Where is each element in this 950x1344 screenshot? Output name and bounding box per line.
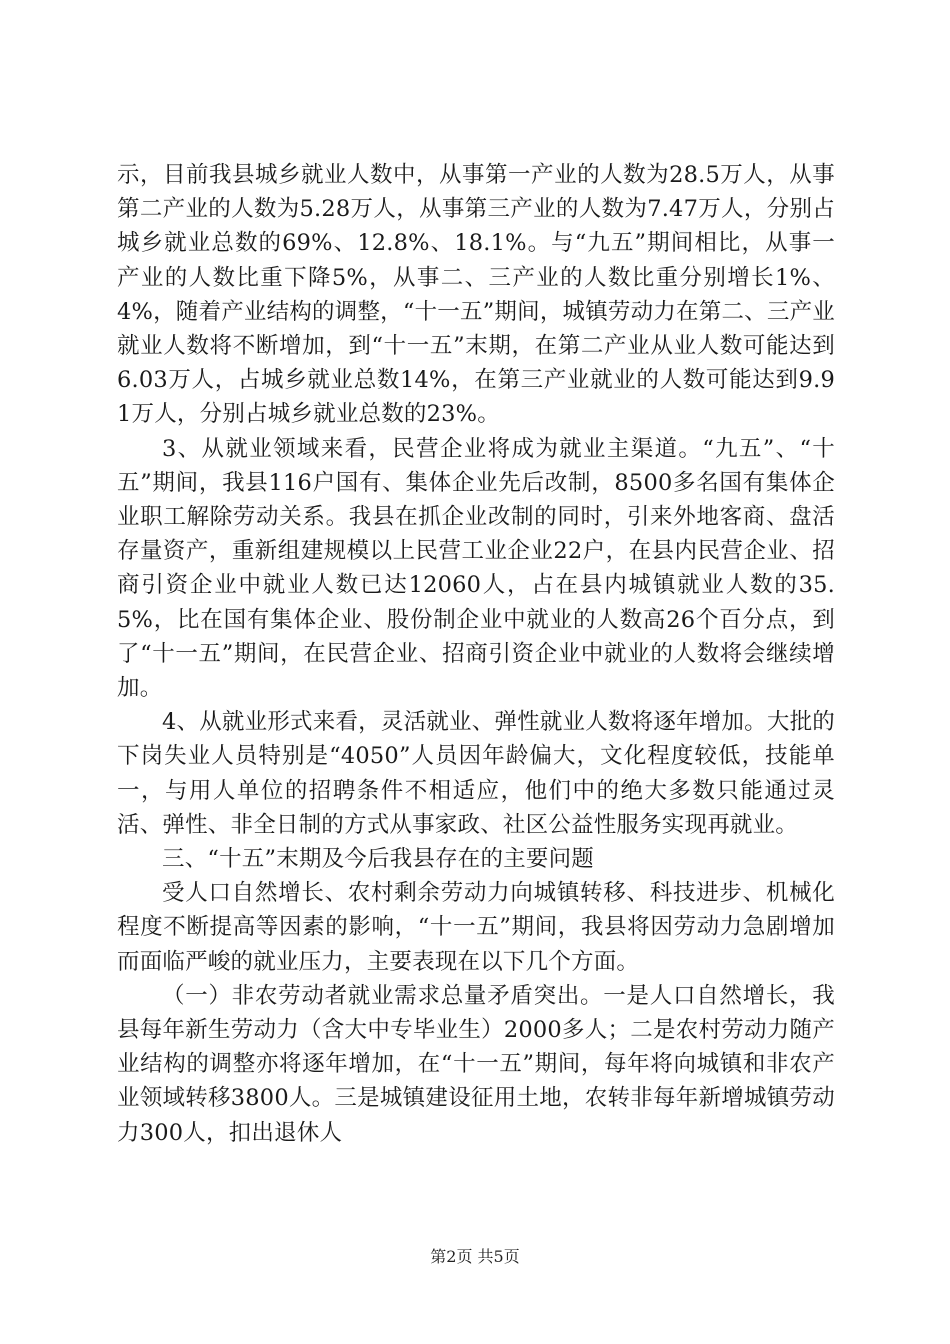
paragraph-private-enterprise: 3、从就业领域来看，民营企业将成为就业主渠道。“九五”、“十五”期间，我县116户国有、集体企业先后改制，8500多名国有集体企业职工解除劳动关系。我县在抓企业改制的同时，引来外地客商、盘活存量资产，重新组建规模以上民营工业企业22户，在县内民营企业、招商引资企业中就业人数已达12060人，占在县内城镇就业人数的35.5%，比在国有集体企业、股份制企业中就业的人数高26个百分点，到了“十一五”期间，在民营企业、招商引资企业中就业的人数将会继续增加。 bbox=[117, 435, 835, 702]
paragraph-flexible-employment: 4、从就业形式来看，灵活就业、弹性就业人数将逐年增加。大批的下岗失业人员特别是“4050”人员因年龄偏大，文化程度较低，技能单一，与用人单位的招聘条件不相适应，他们中的绝大多数只能通过灵活、弹性、非全日制的方式从事家政、社区公益性服务实现再就业。 bbox=[117, 709, 835, 838]
paragraph-employment-pressure: 受人口自然增长、农村剩余劳动力向城镇转移、科技进步、机械化程度不断提高等因素的影响，“十一五”期间，我县将因劳动力急剧增加而面临严峻的就业压力，主要表现在以下几个方面。 bbox=[117, 880, 835, 975]
document-body bbox=[117, 158, 835, 1150]
section-heading-main-problems: 三、“十五”末期及今后我县存在的主要问题 bbox=[162, 846, 595, 873]
paragraph-employment-by-industry: 示，目前我县城乡就业人数中，从事第一产业的人数为28.5万人，从事第二产业的人数为5.28万人，从事第三产业的人数为7.47万人，分别占城乡就业总数的69%、12.8%、18.1%。与“九五”期间相比，从事一产业的人数比重下降5%，从事二、三产业的人数比重分别增长1%、4%，随着产业结构的调整，“十一五”期间，城镇劳动力在第二、三产业就业人数将不断增加，到“十一五”末期，在第二产业从业人数可能达到6.03万人，占城乡就业总数14%，在第三产业就业的人数可能达到9.91万人，分别占城乡就业总数的23%。 bbox=[117, 162, 835, 428]
page-number-footer: 第2页 共5页 bbox=[430, 1247, 520, 1266]
paragraph-demand-contradiction: （一）非农劳动者就业需求总量矛盾突出。一是人口自然增长，我县每年新生劳动力（含大中专毕业生）2000多人；二是农村劳动力随产业结构的调整亦将逐年增加，在“十一五”期间，每年将向城镇和非农产业领域转移3800人。三是城镇建设征用土地，农转非每年新增城镇劳动力300人，扣出退休人 bbox=[117, 982, 835, 1146]
